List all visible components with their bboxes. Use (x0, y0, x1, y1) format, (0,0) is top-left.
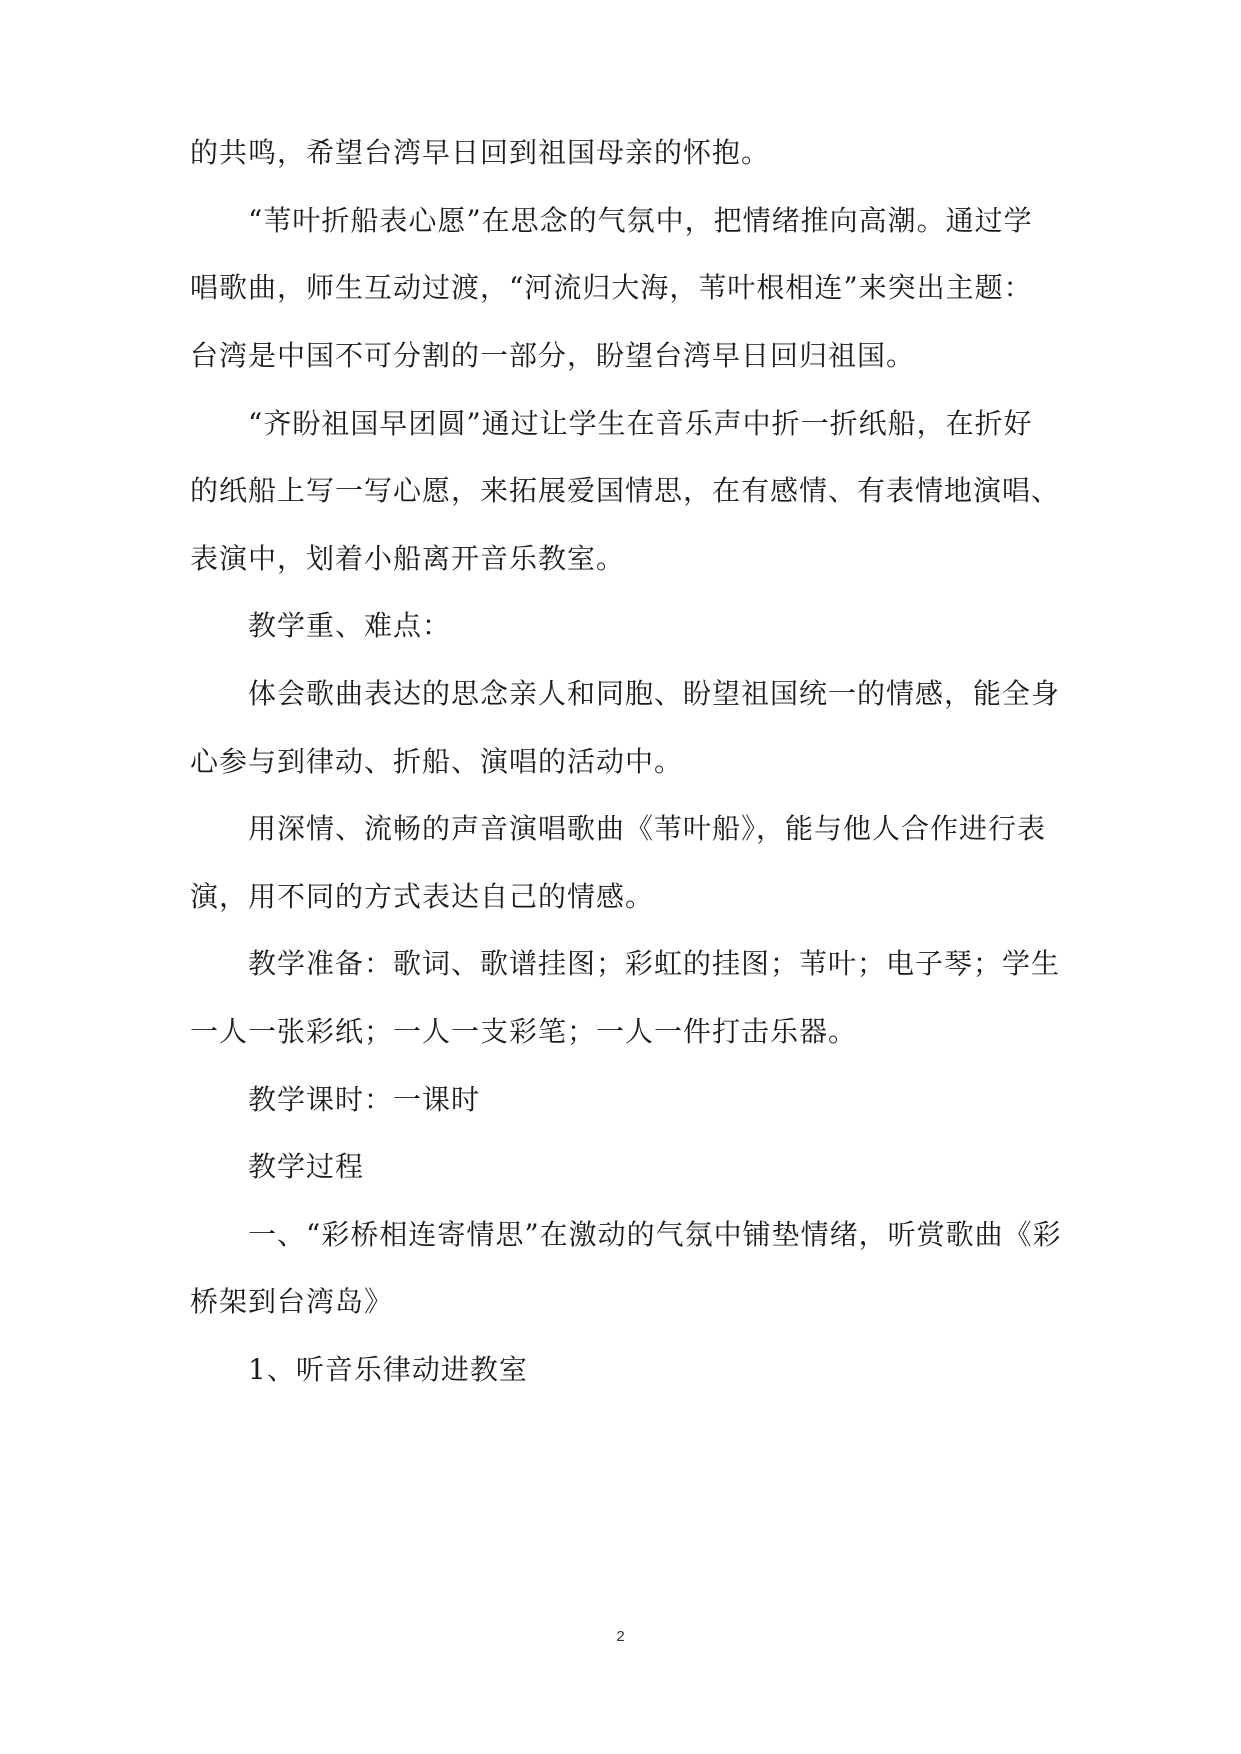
text-line: 的共鸣，希望台湾早日回到祖国母亲的怀抱。 (190, 136, 771, 169)
text-line: 一、“彩桥相连寄情思”在激动的气氛中铺垫情绪，听赏歌曲《彩 (248, 1218, 1062, 1251)
text-line: 用深情、流畅的声音演唱歌曲《苇叶船》，能与他人合作进行表 (248, 812, 1047, 845)
text-line: 一人一张彩纸；一人一支彩笔；一人一件打击乐器。 (190, 1015, 858, 1048)
text-line: 演，用不同的方式表达自己的情感。 (190, 880, 655, 913)
text-line: “齐盼祖国早团圆”通过让学生在音乐声中折一折纸船，在折好 (248, 407, 1033, 440)
text-line: 台湾是中国不可分割的一部分，盼望台湾早日回归祖国。 (190, 339, 916, 372)
text-line: 唱歌曲，师生互动过渡，“河流归大海，苇叶根相连”来突出主题： (190, 271, 1033, 304)
page-number: 2 (616, 1628, 625, 1645)
text-line: 心参与到律动、折船、演唱的活动中。 (190, 745, 684, 778)
text-line: 教学课时：一课时 (248, 1083, 481, 1116)
text-line: 的纸船上写一写心愿，来拓展爱国情思，在有感情、有表情地演唱、 (190, 474, 1061, 507)
section-heading: 教学过程 (248, 1150, 365, 1183)
text-line: 教学准备：歌词、歌谱挂图；彩虹的挂图；苇叶；电子琴；学生 (248, 947, 1061, 980)
text-line: 桥架到台湾岛》 (190, 1285, 394, 1318)
section-heading: 教学重、难点： (248, 609, 452, 642)
text-line: 表演中，划着小船离开音乐教室。 (190, 542, 626, 575)
text-line: “苇叶折船表心愿”在思念的气氛中，把情绪推向高潮。通过学 (248, 204, 1033, 237)
list-item: 1、听音乐律动进教室 (248, 1353, 528, 1386)
text-line: 体会歌曲表达的思念亲人和同胞、盼望祖国统一的情感，能全身 (248, 677, 1061, 710)
